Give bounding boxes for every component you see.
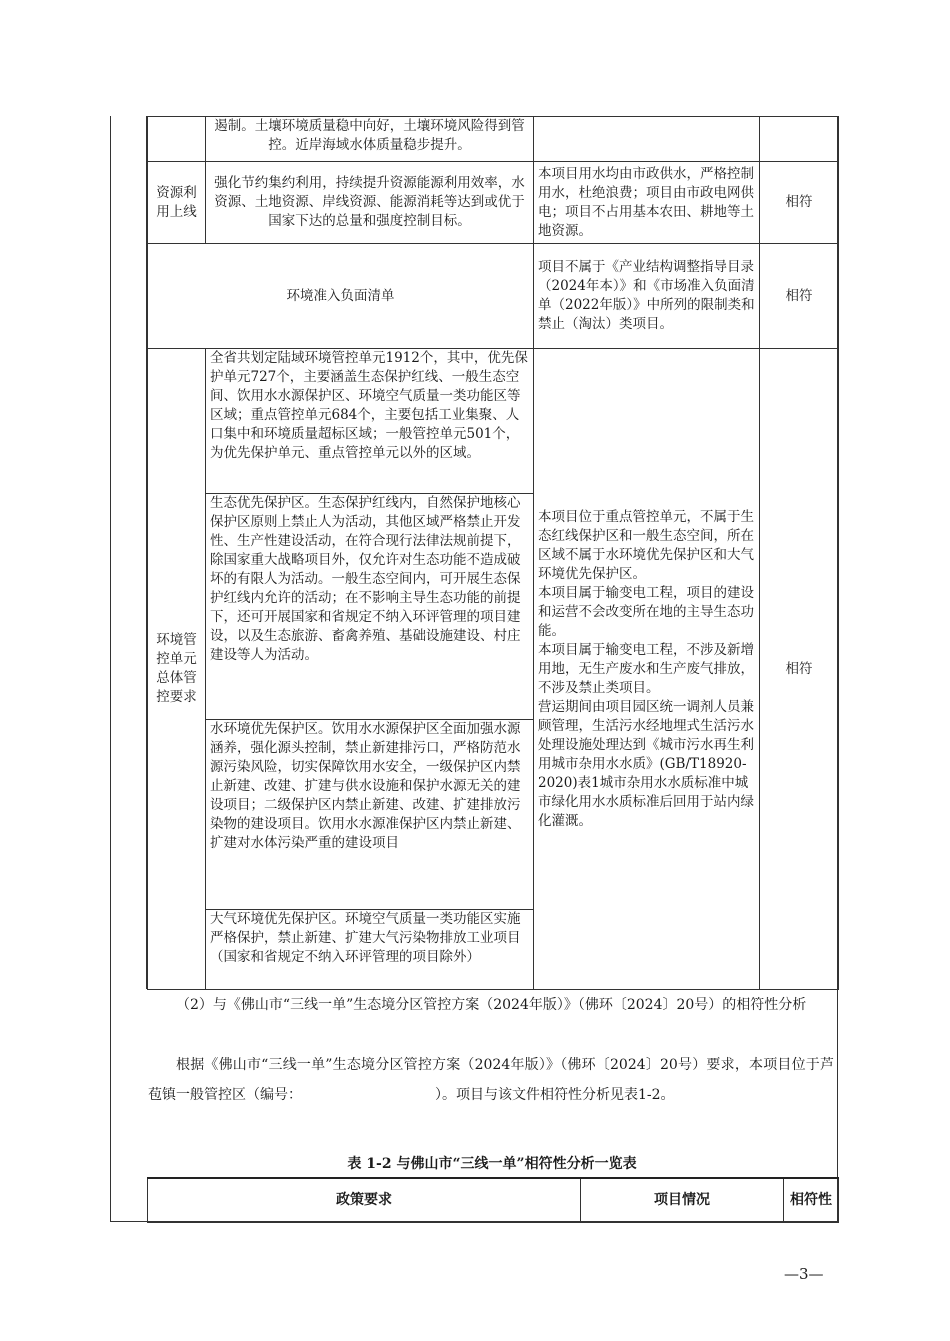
table-row [148, 244, 839, 349]
table-header-row [148, 1178, 839, 1222]
project-cell: 项目不属于《产业结构调整指导目录（2024年本）》和《市场准入负面清单（2022年版）》中所列的限制类和禁止（淘汰）类项目。 [534, 244, 760, 349]
analysis-paragraph: 根据《佛山市“三线一单”生态境分区管控方案（2024年版）》（佛环〔2024〕20号）要求，本项目位于芦苞镇一般管控区（编号： ）。项目与该文件相符性分析见表1-2。 [148, 1057, 834, 1103]
column-header: 政策要求 [148, 1178, 581, 1222]
result-cell: 相符 [760, 349, 839, 990]
left-margin-column [110, 116, 147, 989]
requirement-cell: 强化节约集约利用，持续提升资源能源利用效率，水资源、土地资源、岸线资源、能源消耗等达到或优于国家下达的总量和强度控制目标。 [206, 162, 534, 244]
result-cell: 相符 [760, 162, 839, 244]
table-caption: 表 1-2 与佛山市“三线一单”相符性分析一览表 [347, 1156, 637, 1172]
table-row [148, 162, 839, 244]
project-paragraph: 本项目属于输变电工程，项目的建设和运营不会改变所在地的主导生态功能。 [538, 584, 754, 639]
project-paragraph: 本项目属于输变电工程，不涉及新增用地，无生产废水和生产废气排放，不涉及禁止类项目。 [538, 641, 754, 696]
column-header: 项目情况 [581, 1178, 784, 1222]
compliance-table [147, 116, 839, 990]
category-cell: 环境准入负面清单 [148, 244, 534, 349]
column-header: 相符性 [784, 1178, 839, 1222]
requirement-cell: 生态优先保护区。生态保护红线内，自然保护地核心保护区原则上禁止人为活动，其他区域严格禁止开发性、生产性建设活动，在符合现行法律法规前提下，除国家重大战略项目外，仅允许对生态功能不造成破坏的有限人为活动。一般生态空间内，可开展生态保护红线内允许的活动；在不影响主导生态功能的前提下，还可开展国家和省规定不纳入环评管理的项目建设，以及生态旅游、畜禽养殖、基础设施建设、村庄建设等人为活动。 [206, 494, 534, 720]
page-number: —3— [784, 1265, 824, 1283]
requirement-cell: 遏制。土壤环境质量稳中向好，土壤环境风险得到管控。近岸海域水体质量稳步提升。 [206, 117, 534, 162]
category-cell: 环境管控单元总体管控要求 [148, 349, 206, 990]
table-row [148, 349, 839, 494]
project-cell: 本项目用水均由市政供水，严格控制用水，杜绝浪费；项目由市政电网供电；项目不占用基本农田、耕地等土地资源。 [534, 162, 760, 244]
requirement-cell: 全省共划定陆域环境管控单元1912个，其中，优先保护单元727个，主要涵盖生态保护红线、一般生态空间、饮用水水源保护区、环境空气质量一类功能区等区域；重点管控单元684个，主要包括工业集聚、人口集中和环境质量超标区域；一般管控单元501个，为优先保护单元、重点管控单元以外的区域。 [206, 349, 534, 494]
requirement-cell: 大气环境优先保护区。环境空气质量一类功能区实施严格保护，禁止新建、扩建大气污染物排放工业项目（国家和省规定不纳入环评管理的项目除外） [206, 910, 534, 990]
analysis-paragraph: （2）与《佛山市“三线一单”生态境分区管控方案（2024年版）》（佛环〔2024〕20号）的相符性分析 [176, 997, 807, 1013]
project-paragraph: 营运期间由项目园区统一调剂人员兼顾管理，生活污水经地埋式生活污水处理设施处理达到《城市污水再生利用城市杂用水水质》(GB/T18920-2020)表1城市杂用水水质标准中城市绿化用水水质标准后回用于站内绿化灌溉。 [538, 698, 754, 829]
category-cell: 资源利用上线 [148, 162, 206, 244]
table-row [148, 117, 839, 162]
project-paragraph: 本项目位于重点管控单元，不属于生态红线保护区和一般生态空间，所在区域不属于水环境优先保护区和大气环境优先保护区。 [538, 508, 754, 582]
requirement-cell: 水环境优先保护区。饮用水水源保护区全面加强水源涵养，强化源头控制，禁止新建排污口，严格防范水源污染风险，切实保障饮用水安全，一级保护区内禁止新建、改建、扩建与供水设施和保护水源无关的建设项目；二级保护区内禁止新建、改建、扩建排放污染物的建设项目。饮用水水源准保护区内禁止新建、扩建对水体污染严重的建设项目 [206, 720, 534, 910]
project-cell [534, 349, 760, 990]
result-cell: 相符 [760, 244, 839, 349]
compliance-table-1-2 [147, 1177, 839, 1223]
